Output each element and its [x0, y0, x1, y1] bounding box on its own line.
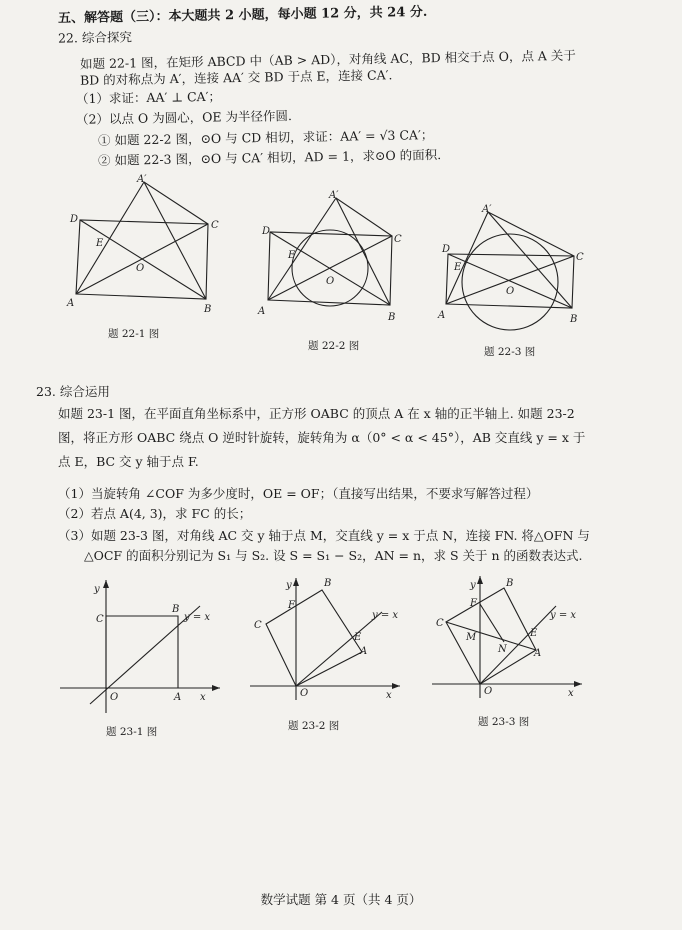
q22-sub1: ① 如题 22-2 图，⊙O 与 CD 相切，求证：AA′ = √3 CA′； [97, 127, 434, 148]
label-o: O [136, 263, 145, 274]
figure-22-2 [256, 190, 416, 334]
label-a: A [534, 648, 542, 659]
label-e: E [96, 238, 104, 249]
q23-heading [36, 384, 110, 400]
label-a: A [258, 306, 266, 317]
label-m: M [466, 632, 477, 643]
label-b: B [172, 604, 180, 615]
rotated-square-oabc [266, 590, 362, 686]
label-e: E [454, 262, 462, 273]
y-axis-arrow [477, 576, 483, 584]
caption-22-1: 题 22-1 图 [108, 328, 160, 340]
q23-stem-line1: 如题 23-1 图，在平面直角坐标系中，正方形 OABC 的顶点 A 在 x 轴的正半轴上. 如题 23-2 [58, 406, 575, 421]
x-axis-arrow [392, 683, 400, 689]
q23-part1: （1）当旋转角 ∠COF 为多少度时，OE = OF；（直接写出结果，不要求写解答过程） [58, 486, 539, 501]
q22-stem-line2: BD 的对称点为 A′，连接 AA′ 交 BD 于点 E，连接 CA′. [79, 67, 393, 88]
label-d: D [262, 226, 271, 237]
label-y-eq-x: y = x [372, 610, 399, 621]
caption-23-2: 题 23-2 图 [288, 720, 340, 732]
label-n: N [498, 644, 507, 655]
q23-number: 23. [36, 384, 56, 399]
label-o: O [506, 286, 515, 297]
q23-part2: （2）若点 A(4, 3)，求 FC 的长； [58, 506, 252, 521]
q22-title: 综合探究 [81, 29, 133, 46]
line-y-eq-x [480, 606, 556, 684]
q22-sub2: ② 如题 22-3 图，⊙O 与 CA′ 相切，AD = 1，求⊙O 的面积. [97, 147, 442, 168]
figure-23-3 [432, 574, 592, 708]
label-b: B [324, 578, 332, 589]
label-y: y [94, 584, 100, 595]
label-y: y [286, 580, 292, 591]
label-y-eq-x: y = x [550, 610, 577, 621]
label-y-eq-x: y = x [184, 612, 211, 623]
label-x: x [200, 692, 206, 703]
label-c: C [394, 234, 402, 245]
q23-part3-line2: △OCF 的面积分别记为 S₁ 与 S₂. 设 S = S₁ − S₂，AN = n，求 S 关于 n 的函数表达式. [84, 548, 583, 563]
q22-part1: （1）求证：AA′ ⊥ CA′； [75, 88, 222, 107]
q22-number: 22. [57, 30, 79, 46]
q23-part3-line1: （3）如题 23-3 图，对角线 AC 交 y 轴于点 M，交直线 y = x 于点 N，连接 FN. 将△OFN 与 [58, 528, 590, 543]
q23-title: 综合运用 [59, 384, 110, 399]
label-d: D [442, 244, 451, 255]
figure-23-1 [60, 578, 230, 722]
caption-22-2: 题 22-2 图 [308, 340, 360, 352]
q23-stem-line3: 点 E，BC 交 y 轴于点 F. [58, 454, 199, 469]
figure-22-1 [66, 174, 226, 318]
q22-heading [58, 29, 132, 46]
label-c: C [436, 618, 444, 629]
label-a-prime: A′ [137, 174, 147, 185]
label-a-prime: A′ [329, 190, 339, 201]
label-a: A [174, 692, 182, 703]
diagonal-bd [80, 220, 206, 299]
x-axis-arrow [212, 685, 220, 691]
section-title: 五、解答题（三）：本大题共 2 小题，每小题 12 分，共 24 分. [57, 4, 428, 27]
figure-22-3 [436, 200, 596, 334]
caption-22-3: 题 22-3 图 [484, 346, 536, 358]
label-b: B [506, 578, 514, 589]
q22-part2: （2）以点 O 为圆心，OE 为半径作圆. [75, 108, 293, 127]
line-b-a-prime [488, 212, 572, 308]
label-o: O [484, 686, 493, 697]
label-c: C [254, 620, 262, 631]
label-o: O [326, 276, 335, 287]
label-e: E [530, 628, 538, 639]
page-footer: 数学试题 第 4 页（共 4 页） [260, 892, 422, 907]
label-x: x [386, 690, 392, 701]
label-a: A [67, 298, 75, 309]
label-y: y [470, 580, 476, 591]
label-d: D [70, 214, 79, 225]
label-e: E [354, 632, 362, 643]
label-b: B [388, 312, 396, 323]
label-o: O [110, 692, 119, 703]
square-oabc [106, 616, 178, 688]
label-e: E [288, 250, 296, 261]
x-axis-arrow [574, 681, 582, 687]
q23-stem-line2: 图，将正方形 OABC 绕点 O 逆时针旋转，旋转角为 α（0° < α < 45°），AB 交直线 y = x 于 [58, 430, 586, 445]
y-axis-arrow [293, 578, 299, 586]
label-c: C [211, 220, 219, 231]
label-b: B [204, 304, 212, 315]
figure-23-2 [250, 576, 410, 710]
label-f: F [288, 600, 295, 611]
line-b-a-prime [144, 182, 206, 299]
label-b: B [570, 314, 578, 325]
label-f: F [470, 598, 477, 609]
label-c: C [576, 252, 584, 263]
caption-23-1: 题 23-1 图 [106, 726, 158, 738]
y-axis-arrow [103, 580, 109, 588]
label-a: A [360, 646, 368, 657]
label-x: x [568, 688, 574, 699]
label-a-prime: A′ [482, 204, 492, 215]
caption-23-3: 题 23-3 图 [478, 716, 530, 728]
label-c: C [96, 614, 104, 625]
line-y-eq-x [296, 612, 382, 686]
label-a: A [438, 310, 446, 321]
circle-o [462, 234, 558, 330]
label-o: O [300, 688, 309, 699]
q22-stem-line1: 如题 22-1 图，在矩形 ABCD 中（AB > AD），对角线 AC，BD 相交于点 O，点 A 关于 [79, 47, 576, 72]
